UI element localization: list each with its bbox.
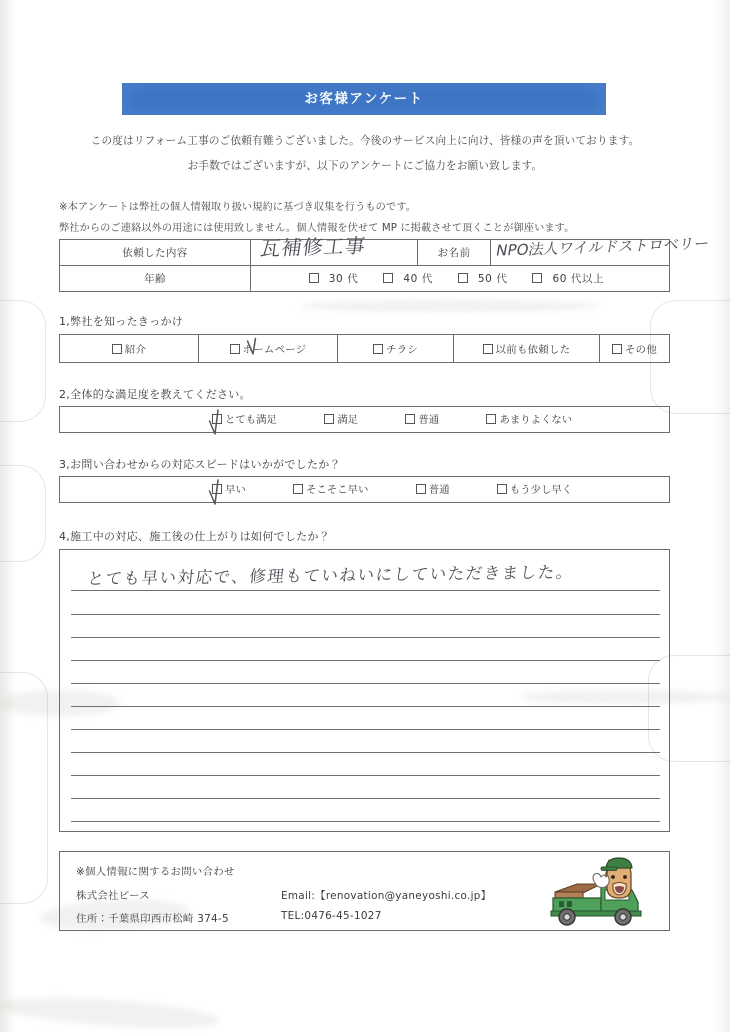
question-1-options (59, 334, 670, 363)
q1-option-2[interactable] (338, 335, 454, 363)
page-title: お客様アンケート (304, 91, 424, 107)
q1-option-1[interactable] (199, 335, 338, 363)
age-option-label: 60 代以上 (552, 273, 605, 285)
q1-option-label: その他 (624, 344, 658, 356)
footer-email: Email:【renovation@yaneyoshi.co.jp】 (281, 890, 492, 902)
ruled-line (71, 821, 660, 822)
q1-option-4[interactable] (600, 335, 670, 363)
q2-option-1[interactable] (324, 414, 380, 426)
table-row (60, 266, 670, 292)
footer-title: ※個人情報に関するお問い合わせ (76, 866, 235, 878)
checkbox-icon[interactable] (112, 344, 122, 354)
paper-crease (0, 300, 46, 422)
q2-option-label: 普通 (418, 414, 440, 426)
age-label: 年齢 (60, 266, 251, 292)
ruled-line (71, 798, 660, 799)
q2-option-0[interactable] (212, 414, 302, 426)
intro-line-1: この度はリフォーム工事のご依頼有難うございました。今後のサービス向上に向け、皆様の声を頂いております。 (90, 135, 640, 147)
age-option[interactable] (458, 273, 515, 285)
checkbox-icon[interactable] (497, 484, 507, 494)
paper-crease (0, 672, 48, 904)
question-1-label: 1,弊社を知ったきっかけ (59, 315, 184, 328)
privacy-note-1: ※本アンケートは弊社の個人情報取り扱い規約に基づき収集を行うものです。 (59, 202, 416, 213)
q1-option-0[interactable] (60, 335, 199, 363)
q3-option-label: 普通 (428, 484, 450, 496)
customer-name-handwriting: NPO法人ワイルドストロベリー (494, 234, 711, 260)
customer-name-label: お名前 (418, 240, 491, 266)
checkbox-icon[interactable] (230, 344, 240, 354)
checkbox-icon[interactable] (373, 344, 383, 354)
page-title-banner (122, 83, 606, 115)
q1-option-label: ホームページ (242, 344, 307, 356)
checkbox-icon[interactable] (309, 273, 319, 283)
footer-address: 住所：千葉県印西市松崎 374-5 (76, 913, 229, 925)
request-content-value-cell[interactable] (251, 233, 418, 266)
q2-option-label: 満足 (337, 414, 359, 426)
q3-option-0[interactable] (212, 484, 271, 496)
checkbox-icon[interactable] (416, 484, 426, 494)
question-3-label: 3,お問い合わせからの対応スピードはいかがでしたか？ (59, 458, 341, 471)
q1-option-label: チラシ (385, 344, 419, 356)
ruled-line (71, 752, 660, 753)
checkbox-icon[interactable] (483, 344, 493, 354)
customer-name-value-cell[interactable] (491, 234, 711, 266)
question-3-options (59, 476, 670, 503)
dog-in-green-truck-icon (543, 856, 655, 930)
q2-option-2[interactable] (405, 414, 461, 426)
age-option-label: 50 代 (477, 273, 508, 285)
q3-option-1[interactable] (293, 484, 390, 496)
age-option[interactable] (309, 273, 366, 285)
q3-option-label: 早い (225, 484, 246, 496)
q2-option-label: あまりよくない (499, 414, 573, 426)
checkbox-icon[interactable] (612, 344, 622, 354)
q1-option-label: 紹介 (124, 344, 147, 356)
q3-option-3[interactable] (497, 484, 594, 496)
question-4-answer-area[interactable] (59, 549, 670, 832)
footer-tel: TEL:0476-45-1027 (281, 910, 382, 922)
question-2-label: 2,全体的な満足度を教えてください。 (59, 388, 251, 401)
q2-options-row (212, 407, 616, 434)
q2-option-3[interactable] (486, 414, 594, 426)
intro-text (0, 130, 730, 177)
checkbox-icon[interactable] (212, 484, 222, 494)
scan-smudge (0, 992, 221, 1033)
age-options-cell (251, 266, 670, 292)
q3-option-label: もう少し早く (509, 484, 573, 496)
footer-company: 株式会社ピース (76, 890, 150, 902)
ruled-line (71, 706, 660, 707)
ruled-line (71, 637, 660, 638)
question-2-options (59, 406, 670, 433)
table-row (60, 240, 670, 266)
contact-footer (59, 851, 670, 931)
table-row (60, 335, 670, 363)
age-option-label: 40 代 (403, 273, 433, 285)
checkbox-icon[interactable] (458, 273, 468, 283)
q2-option-label: とても満足 (225, 414, 277, 426)
ruled-line (71, 683, 660, 684)
age-option-label: 30 代 (328, 273, 359, 285)
question-4-label: 4,施工中の対応、施工後の仕上がりは如何でしたか？ (59, 530, 330, 543)
checkbox-icon[interactable] (486, 414, 496, 424)
ruled-line (71, 660, 660, 661)
checkbox-icon[interactable] (324, 414, 334, 424)
ruled-line (71, 614, 660, 615)
request-content-handwriting: 瓦補修工事 (259, 233, 368, 261)
checkbox-icon[interactable] (532, 273, 542, 283)
checkbox-icon[interactable] (293, 484, 303, 494)
age-option[interactable] (383, 273, 440, 285)
checkbox-icon[interactable] (212, 414, 222, 424)
checkbox-icon[interactable] (405, 414, 415, 424)
ruled-line (71, 729, 660, 730)
paper-crease (0, 465, 46, 562)
privacy-note-2: 弊社からのご連絡以外の用途には使用致しません。個人情報を伏せて MP に掲載させて頂くことが御座います。 (59, 223, 575, 234)
q1-option-3[interactable] (454, 335, 600, 363)
q3-option-2[interactable] (416, 484, 472, 496)
q3-option-label: そこそこ早い (306, 484, 369, 496)
request-content-label: 依頼した内容 (60, 240, 251, 266)
age-options (302, 273, 619, 285)
q1-option-label: 以前も依頼した (495, 344, 571, 356)
checkbox-icon[interactable] (383, 273, 393, 283)
question-4-handwritten-answer: とても早い対応で、修理もていねいにしていただきました。 (86, 562, 575, 589)
ruled-line (71, 590, 660, 591)
age-option[interactable] (532, 273, 611, 285)
ruled-line (71, 775, 660, 776)
customer-info-table (59, 233, 711, 292)
scan-smudge (300, 300, 600, 312)
q3-options-row (212, 477, 616, 504)
intro-line-2: お手数ではございますが、以下のアンケートにご協力をお願い致します。 (187, 160, 543, 172)
